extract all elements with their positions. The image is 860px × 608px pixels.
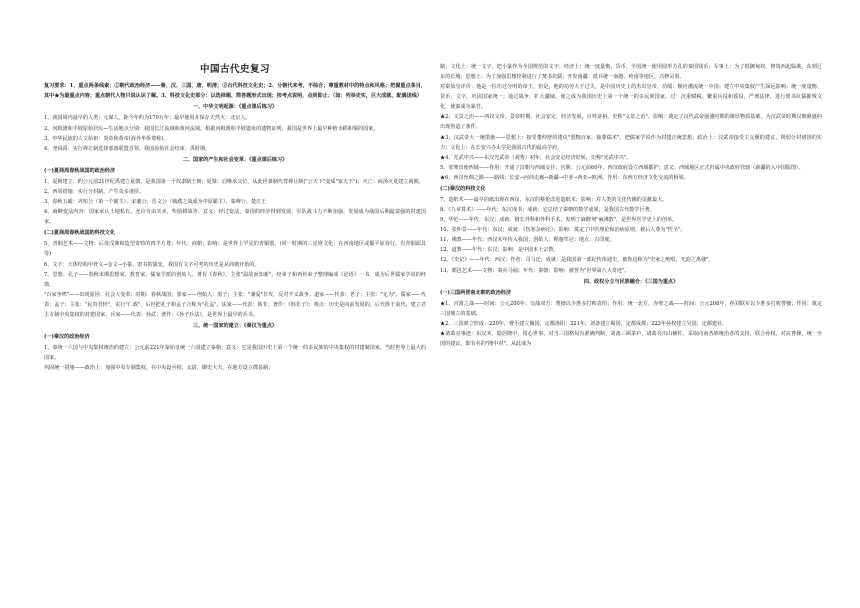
section-heading-1: 一、中华文明起源：《重点课后练习》 xyxy=(192,104,278,111)
subsection-heading: (一)三国两晋南北朝的政治经济 xyxy=(440,289,512,296)
section2-item: 5、青铜艺术——文物：后母戊鼎和造型奇特的四羊方尊；年代：商朝；影响：是世界上罕见的青铜器。(同一时期的三星堆文化：在西南地区或都平原春行，有青铜面具等) xyxy=(44,241,426,258)
right-item: ★1、官渡之战——时间：公元200年；交战双方：曹操以少胜多打败袁绍；作用：统一北方。赤壁之战——时间：公元208年，孙刘联军以少胜多打败曹操；作用：奠定三国鼎立的基础。 xyxy=(440,300,822,317)
section2-item: 4、商鞅变法内容：国家承认土地私有，允许自由买卖，奖励耕战等。意义：经过变法，秦国的经济得到发展，军队战斗力不断加强，发展成为战国后期最富强的封建国家。 xyxy=(44,209,426,226)
right-item: ★2、文景之治——西汉文帝、景帝时期，社会安定、经济发展，百姓富裕，史称"文景之治"。影响：奠定了汉代武帝强盛时期的雄厚物质基础，为汉武帝时期汉朝鼎盛的出现创造了条件。 xyxy=(440,114,822,131)
section1-item: 4、尧舜禹：实行禅让制选择部落联盟首领。我国原始社会结束：禹时期。 xyxy=(44,145,211,152)
right-item: 10、张仲景——年代：东汉；成就：《伤寒杂病论》；影响：奠定了中医理论和治病原则，被后人尊为"医圣"。 xyxy=(440,227,686,234)
section-heading-2: 二、国家的产生和社会变革：《重点课后练习》 xyxy=(182,156,288,163)
right-item: 对秦始皇评价：他是一位功过分明的帝王。但是，他的功劳大于过失，是中国历史上的杰出皇帝。功绩：顺应潮流统一中国；建立中央集权产生深远影响；统一度量衡、货币、文字，巩固国家统一；通过战争，扩大疆域，使之成为我国历史上第一个统一的多民族国家。过：沉重赋税、繁重兵役和徭役，严刑法律，进行焚书坑儒摧残文化，使秦成为暴君。 xyxy=(440,84,822,111)
subsection-heading: (二)夏商周春秋战国的科技文化 xyxy=(44,230,116,237)
section-heading-3: 三、统一国家的建立：《秦汉为重点》 xyxy=(192,322,278,329)
right-item: ★2、三国鼎立形成：220年，曹丕建立魏国，定都洛阳；221年，刘备建立蜀国，定都成都；222年孙权建立吴国，定都建业。 xyxy=(440,320,728,327)
right-item: ★4、光武中兴——东汉光武帝（刘秀）初年，社会安定经济好转，史称"光武中兴"。 xyxy=(440,154,632,161)
right-item: 8、《九章算术》——年代：东汉成书；成就：它总结了秦朝的数学成果，是我国古代数学巨著。 xyxy=(440,207,655,214)
right-item: 7、造纸术——最早的纸出现在西汉，东汉的蔡伦改进造纸术；影响：对人类的文化传播的贡献最大。 xyxy=(440,197,668,204)
right-item: 5、张骞出使西域——作用：开通了汉朝与西域交往；官职：公元前60年，西汉政府设立西域都护；意义：西域地区正式归属中央政府管辖（新疆的入中国版图）。 xyxy=(440,164,804,171)
page-title: 中国古代史复习 xyxy=(199,64,270,75)
left-column xyxy=(44,62,426,598)
section1-item: 2、河姆渡和半坡原始居民—生活地点分别：我国长江流域和黄河流域。根据河姆渡和半坡遗址的遗物证明，我国是世界上最早种植水稻和粟的国家。 xyxy=(44,125,379,132)
right-item: 9、华佗——年代：东汉；成就：擅长外科和外科手术，发明了麻醉剂"麻沸散"，是世界医学史上的创举。 xyxy=(440,217,678,224)
subsection-heading: (二)秦汉的科技文化 xyxy=(440,185,486,192)
section1-item: 1、我国境内最早的人类：元谋人，距今年约为170万年；最早使用并保存天然火：北京人。 xyxy=(44,115,251,122)
section2-item: 6、文字：大体结构甲骨文→金文→小篆、隶书的演变。我国有文字可考的历史是从商朝开始的。 xyxy=(44,261,260,268)
right-item: 制；文化上：统一文字，把小篆作为全国规范的文字；经济上：统一度量衡、货币、全国统一使用圆形方孔的秦国钱币；军事上：为了抵御匈奴，修筑西起临洮，东到辽东的长城；思想上：为了加强思想控制进行了焚书坑儒；开发南疆：派兵统一南越，岭南等地区，兴修灵渠。 xyxy=(440,64,822,81)
right-item: 12、《史记》——年代：西汉；作者：司马迁；成就：是我国第一部纪传体通史，被鲁迅称为"史家之绝唱，无韵之离骚"。 xyxy=(440,257,714,264)
section-heading-4: 四、政权分立与民族融合：《三国为重点》 xyxy=(583,278,679,285)
section2-item: 3、春秋五霸：齐桓公（第一个霸主）、宋襄公、晋文公（城濮之战成为中原霸主）、秦穆公、楚庄王 xyxy=(44,199,267,206)
right-column xyxy=(440,62,822,598)
right-item: 13、都邑艺术——文物：秦兵马俑；年代：秦朝；影响：被誉为"世界第八大奇迹"。 xyxy=(440,267,630,274)
section2-item: 1、夏朝建立：约公元前21世纪禹建立夏朝，是我国第一个奴隶制王朝；夏桀：启继承父位，从此世袭制代替禅让制("公天下"变成"家天下")；灭亡：商汤灭夏建立商朝。 xyxy=(44,178,424,185)
section3-item: 1、秦统一六国与中央集权统治的建立：公元前221年秦始皇统一六国建立秦朝；意义：它是我国历史上第一个统一的多民族的中央集权的封建制国家，当时世界上最大的国家。 xyxy=(44,345,426,362)
right-item: ★诸葛亮事迹：东汉末，隐居隆中，留心世事，对当三国格局有准确判断，刘备三顾茅庐，诸葛亮出山辅佐，采取向南各族统治者的支持，联合孙权，对抗曹操，统一全国的建议，即有名的"隆中对"。从此成为 xyxy=(440,331,822,348)
subsection-heading: (一)夏商周春秋战国的政治经济 xyxy=(44,167,116,174)
section2-item: 7、思想：孔子——春秋末期思想家、教育家，儒家学派的创始人。著有《春秋》，主张"温故而知新"，经弟子和再传弟子整理编成《论语》一书，成为后世儒家学说的经典。 xyxy=(44,271,426,288)
subsection-heading: (一)秦汉的政治经济 xyxy=(44,334,90,341)
section3-item: 巩固统一措施——政治上：加强中央专制集权，在中央设丞相、太尉、御史大夫，在地方设立郡县制； xyxy=(44,365,274,372)
section1-item: 3、中华民族的人文始祖：炎帝和黄帝(海外华侨尊称)。 xyxy=(44,135,169,142)
right-item: ★6、西汉丝绸之路——路线：长安→河西走廊→新疆→中亚→西亚→欧洲。作用：东西方经济文化交流的桥梁。 xyxy=(440,174,689,181)
review-requirements: 复习要求：1、重点两条线索：①朝代政治经济——秦、汉、三国、唐、明清；②古代科技文化史；2、分朝代来考，不综合；尊重教材中的特点和风格；把握重点条目，其中★为最重点内容；重点朝代人物只说认识了解。3、科技文化史部分：以选择题、简答题形式出现；按考点说明，点到即止；（如：列举史实，巨大成就、配偶送线） xyxy=(44,83,426,100)
right-item: 11、佛教——年代：西汉末年传入我国；创始人：释迦牟尼；地点：古印度。 xyxy=(440,237,615,244)
section2-item: "百家争鸣"——出现原因：社会大变革；时期：春秋战国；墨家——创始人：墨子；主张："兼爱"非攻，反对不义战争。道家——代表：老子；主张："无为"。儒家——代表：孟子；主张："民贵君轻"，实行"仁政"，后世把孔子和孟子合称为"孔孟"。法家——代表：韩非；著作：《韩非子》；观点：历史是向前发展的，后代胜于前代，建立君主专制中央集权的封建国家。兵家——代表：孙武；著作：《孙子兵法》，是世界上最早的兵书。 xyxy=(44,291,426,318)
right-item: 12、道教——年代：东汉；影响：是中国本土宗教。 xyxy=(440,247,559,254)
section2-item: 2、西周措施：实行分封制，产生众多诸侯。 xyxy=(44,188,145,195)
right-item: ★3、汉武帝大一统措施——思想上：接受董仲舒的建议"罢黜百家，独尊儒术"，把儒家学说作为封建正统思想；政治上：汉武帝接受主父偃的建议，削弱分封诸国的实力；文化上：在长安兴办太学是我国古代的最高学府。 xyxy=(440,134,822,151)
